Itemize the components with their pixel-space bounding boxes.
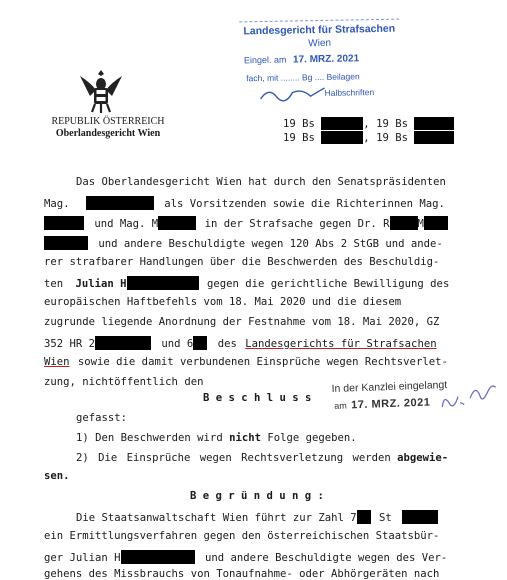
case-number-separator: , — [363, 132, 370, 144]
court-reference: Wien — [44, 356, 70, 368]
text-line: zung, nichtöffentlich den — [44, 376, 204, 388]
redaction — [414, 131, 454, 144]
text-fragment: St — [379, 512, 392, 524]
coat-of-arms-logo — [76, 66, 126, 116]
redaction — [321, 131, 363, 144]
text-fragment: 2) Die Einsprüche wegen Rechtsverletzung werden — [76, 452, 391, 464]
redaction — [44, 216, 84, 230]
text-fragment: und Mag. M — [94, 218, 159, 230]
text-fragment: und andere Beschuldigte wegen des Ver- — [204, 552, 448, 564]
stamp-eingelangt-label: Eingel. am — [243, 54, 287, 66]
emphasis: abgewie- — [397, 452, 449, 464]
court-reference: Landesgerichts für Strafsachen — [245, 338, 437, 350]
redaction — [121, 550, 195, 564]
redaction — [357, 510, 371, 524]
text-fragment: ger Julian H — [44, 552, 121, 564]
stamp-row3: Halbschriften — [324, 87, 375, 98]
redaction — [193, 336, 207, 350]
redaction — [127, 276, 199, 290]
redaction — [95, 336, 151, 350]
redaction — [321, 117, 363, 130]
kanzlei-prefix: am — [334, 400, 347, 411]
redaction — [390, 216, 418, 230]
handwritten-signature — [435, 377, 502, 413]
text-fragment: Folge gegeben. — [267, 432, 357, 444]
stamp-row2: fach, mit ........ Bg .... Beilagen — [246, 71, 360, 84]
text-fragment: sowie die damit verbundenen Einsprüche wegen Rechtsverlet- — [77, 356, 448, 368]
kanzlei-label: In der Kanzlei eingelangt — [331, 378, 448, 396]
case-number-prefix: 19 Bs — [283, 132, 315, 144]
stamp-date: 17. MRZ. 2021 — [292, 53, 360, 66]
receipt-stamp — [239, 19, 400, 108]
redaction — [424, 216, 448, 230]
stamp-city: Wien — [308, 37, 332, 50]
text-line: ein Ermittlungsverfahren gegen den österreichischen Staatsbür- — [44, 530, 440, 542]
redaction — [44, 236, 88, 250]
text-fragment: M — [417, 218, 424, 230]
text-fragment: Mag. — [44, 198, 70, 210]
text-line: gefasst: — [76, 412, 128, 424]
case-number-prefix: 19 Bs — [376, 118, 408, 130]
stamp-title: Landesgericht für Strafsachen — [243, 22, 396, 38]
org-name: REPUBLIK ÖSTERREICH — [51, 116, 165, 127]
stamp-signature — [258, 82, 328, 105]
court-name: Oberlandesgericht Wien — [55, 128, 161, 139]
text-fragment: und andere Beschuldigte wegen 120 Abs 2 StGB und ande- — [98, 238, 443, 250]
begruendung-heading: B e g r ü n d u n g : — [190, 490, 324, 502]
text-fragment: und 6 — [161, 338, 194, 350]
text-fragment: des — [217, 338, 237, 350]
beschluss-heading: B e s c h l u s s — [203, 392, 312, 404]
redaction — [414, 117, 454, 130]
text-line: zugrunde liegende Anordnung der Festnahme vom 18. Mai 2020, GZ — [44, 316, 440, 328]
kanzlei-stamp — [331, 377, 504, 419]
text-fragment: Die Staatsanwaltschaft Wien führt zur Zahl 7 — [76, 512, 357, 524]
redaction — [158, 216, 196, 230]
accused-name: Julian H — [75, 278, 127, 290]
text-line: Das Oberlandesgericht Wien hat durch den Senatspräsidenten — [76, 176, 446, 188]
redaction — [402, 510, 438, 524]
case-number-block — [283, 117, 454, 145]
text-line: rer strafbarer Handlungen über die Beschwerden des Beschuldig- — [44, 256, 440, 268]
case-number-prefix: 19 Bs — [376, 132, 408, 144]
emphasis: sen. — [44, 470, 70, 482]
case-number-separator: , — [363, 118, 370, 130]
text-line: europäischen Haftbefehls vom 18. Mai 2020 und die diesem — [44, 296, 402, 308]
kanzlei-date: 17. MRZ. 2021 — [350, 396, 431, 412]
redaction — [86, 196, 154, 210]
text-fragment: 352 HR 2 — [44, 338, 96, 350]
text-fragment: 1) Den Beschwerden wird — [76, 432, 223, 444]
emphasis: nicht — [229, 432, 261, 444]
text-fragment: in der Strafsache gegen Dr. R — [204, 218, 390, 230]
case-number-prefix: 19 Bs — [283, 118, 315, 130]
text-fragment: gegen die gerichtliche Bewilligung des — [206, 278, 450, 290]
text-fragment: als Vorsitzenden sowie die Richterinnen Mag. — [164, 198, 445, 210]
text-line: gehens des Missbrauchs von Tonaufnahme- oder Abhörgeräten nach — [44, 568, 440, 580]
text-fragment: ten — [44, 278, 64, 290]
